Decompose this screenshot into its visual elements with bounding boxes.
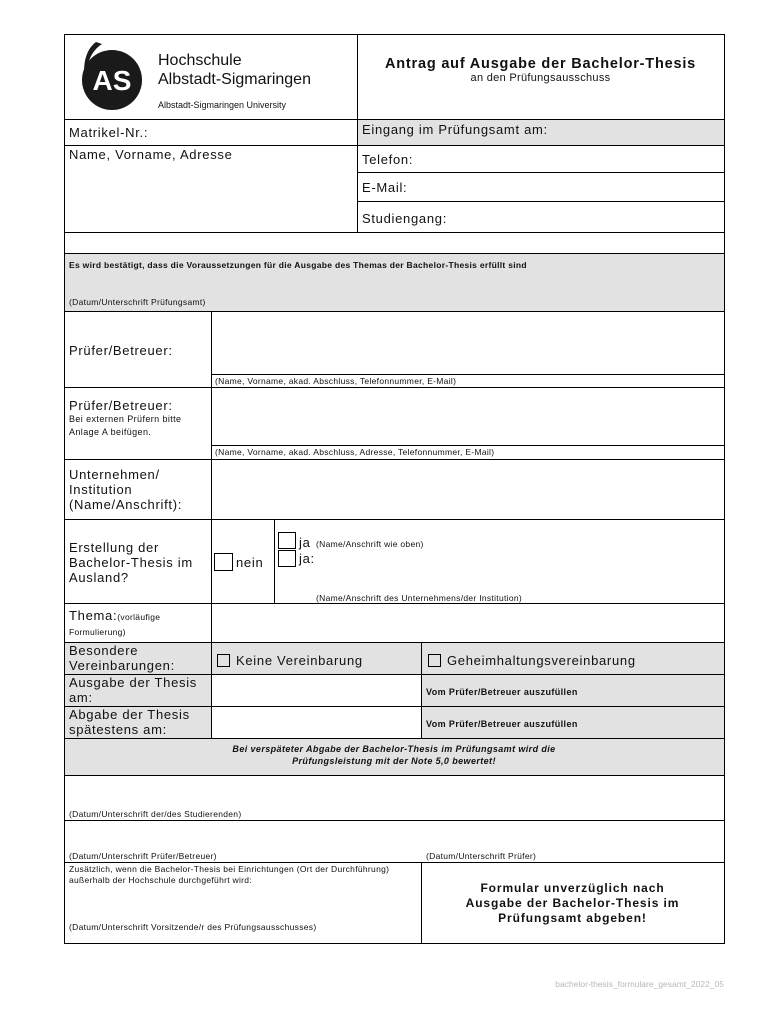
- logo: [72, 38, 352, 116]
- eingang-label: Eingang im Prüfungsamt am:: [362, 122, 548, 137]
- abgabe-date-field[interactable]: [212, 707, 420, 738]
- pruefer2-note: Bei externen Prüfern bitte Anlage A beifügen.: [69, 414, 182, 437]
- thema-label: Thema:: [69, 608, 118, 623]
- pruefer2-label: Prüfer/Betreuer:: [69, 398, 173, 413]
- ausgabe-note: Vom Prüfer/Betreuer auszufüllen: [426, 687, 578, 697]
- nein-label: nein: [236, 555, 264, 570]
- ja1-checkbox[interactable]: [278, 532, 296, 549]
- betreuer-signature-label: (Datum/Unterschrift Prüfer/Betreuer): [69, 851, 217, 861]
- keine-vereinbarung-checkbox[interactable]: [217, 654, 230, 667]
- besondere-label: Besondere Vereinbarungen:: [69, 643, 175, 673]
- name-label: Name, Vorname, Adresse: [69, 147, 233, 162]
- university-logo-icon: [72, 38, 150, 116]
- form-title: Antrag auf Ausgabe der Bachelor-Thesis: [384, 56, 697, 72]
- pruefer-signature-field[interactable]: [422, 821, 724, 849]
- student-signature-label: (Datum/Unterschrift der/des Studierenden): [69, 809, 242, 819]
- pruefer1-label: Prüfer/Betreuer:: [69, 343, 173, 358]
- logo-mark: AS: [92, 65, 132, 96]
- logo-line1: Hochschule: [158, 52, 242, 69]
- zusatz-text: Zusätzlich, wenn die Bachelor-Thesis bei Einrichtungen (Ort der Durchführung) außerhalb der Hochschule durchgeführt wird:: [69, 864, 390, 885]
- thema-label-small: (vorläufige Formulierung): [69, 612, 161, 637]
- vorsitz-signature-label: (Datum/Unterschrift Vorsitzende/r des Prüfungsausschusses): [69, 922, 317, 932]
- thema-field[interactable]: [212, 604, 724, 642]
- confirmation-sign: (Datum/Unterschrift Prüfungsamt): [69, 297, 206, 307]
- matrikel-label: Matrikel-Nr.:: [69, 125, 149, 140]
- geheimhaltung-checkbox[interactable]: [428, 654, 441, 667]
- warning-line2: Prüfungsleistung mit der Note 5,0 bewertet!: [292, 756, 496, 766]
- pruefer1-field[interactable]: [212, 312, 724, 374]
- pruefer2-hint: (Name, Vorname, akad. Abschluss, Adresse, Telefonnummer, E-Mail): [215, 447, 495, 457]
- telefon-label: Telefon:: [362, 152, 414, 167]
- ausgabe-label: Ausgabe der Thesis am:: [69, 675, 197, 705]
- logo-line2: Albstadt-Sigmaringen: [158, 71, 311, 88]
- final-note-line3: Prüfungsamt abgeben!: [498, 911, 647, 925]
- studiengang-label: Studiengang:: [362, 211, 448, 226]
- ja2-label: ja:: [299, 551, 315, 566]
- keine-vereinbarung-label: Keine Vereinbarung: [236, 653, 363, 668]
- pruefer1-hint: (Name, Vorname, akad. Abschluss, Telefonnummer, E-Mail): [215, 376, 457, 386]
- abgabe-label: Abgabe der Thesis spätestens am:: [69, 707, 190, 737]
- ausland-hint: (Name/Anschrift des Unternehmens/der Institution): [316, 593, 523, 603]
- ausgabe-date-field[interactable]: [212, 675, 420, 706]
- student-signature-field[interactable]: [65, 776, 723, 808]
- vorsitz-signature-field[interactable]: [65, 888, 420, 918]
- unternehmen-label: Unternehmen/ Institution (Name/Anschrift):: [69, 467, 183, 512]
- geheimhaltung-option[interactable]: [428, 653, 636, 668]
- footer-filename: bachelor-thesis_formulare_gesamt_2022_05: [555, 979, 724, 989]
- ja1-label: ja: [299, 535, 311, 550]
- keine-vereinbarung-option[interactable]: [217, 653, 363, 668]
- ja1-note: (Name/Anschrift wie oben): [316, 539, 424, 549]
- ja2-checkbox[interactable]: [278, 550, 296, 567]
- final-note-line2: Ausgabe der Bachelor-Thesis im: [465, 896, 680, 910]
- warning-line1: Bei verspäteter Abgabe der Bachelor-Thesis im Prüfungsamt wird die: [232, 744, 556, 754]
- pruefer-signature-label: (Datum/Unterschrift Prüfer): [426, 851, 537, 861]
- geheimhaltung-label: Geheimhaltungsvereinbarung: [447, 653, 636, 668]
- final-note-line1: Formular unverzüglich nach: [480, 881, 665, 895]
- ausland-label: Erstellung der Bachelor-Thesis im Ausland?: [69, 540, 193, 585]
- confirmation-text: Es wird bestätigt, dass die Voraussetzungen für die Ausgabe des Themas der Bachelor-Thesis erfüllt sind: [69, 260, 527, 270]
- logo-line3: Albstadt-Sigmaringen University: [158, 100, 287, 110]
- form-subtitle: an den Prüfungsausschuss: [470, 72, 611, 84]
- thema-label-wrap: [69, 609, 209, 639]
- email-label: E-Mail:: [362, 180, 408, 195]
- betreuer-signature-field[interactable]: [65, 821, 420, 849]
- nein-checkbox[interactable]: [214, 553, 233, 571]
- name-field[interactable]: [65, 163, 356, 231]
- ausland-field[interactable]: [316, 560, 716, 588]
- abgabe-note: Vom Prüfer/Betreuer auszufüllen: [426, 719, 578, 729]
- unternehmen-field[interactable]: [212, 460, 724, 519]
- pruefer2-field[interactable]: [212, 388, 724, 445]
